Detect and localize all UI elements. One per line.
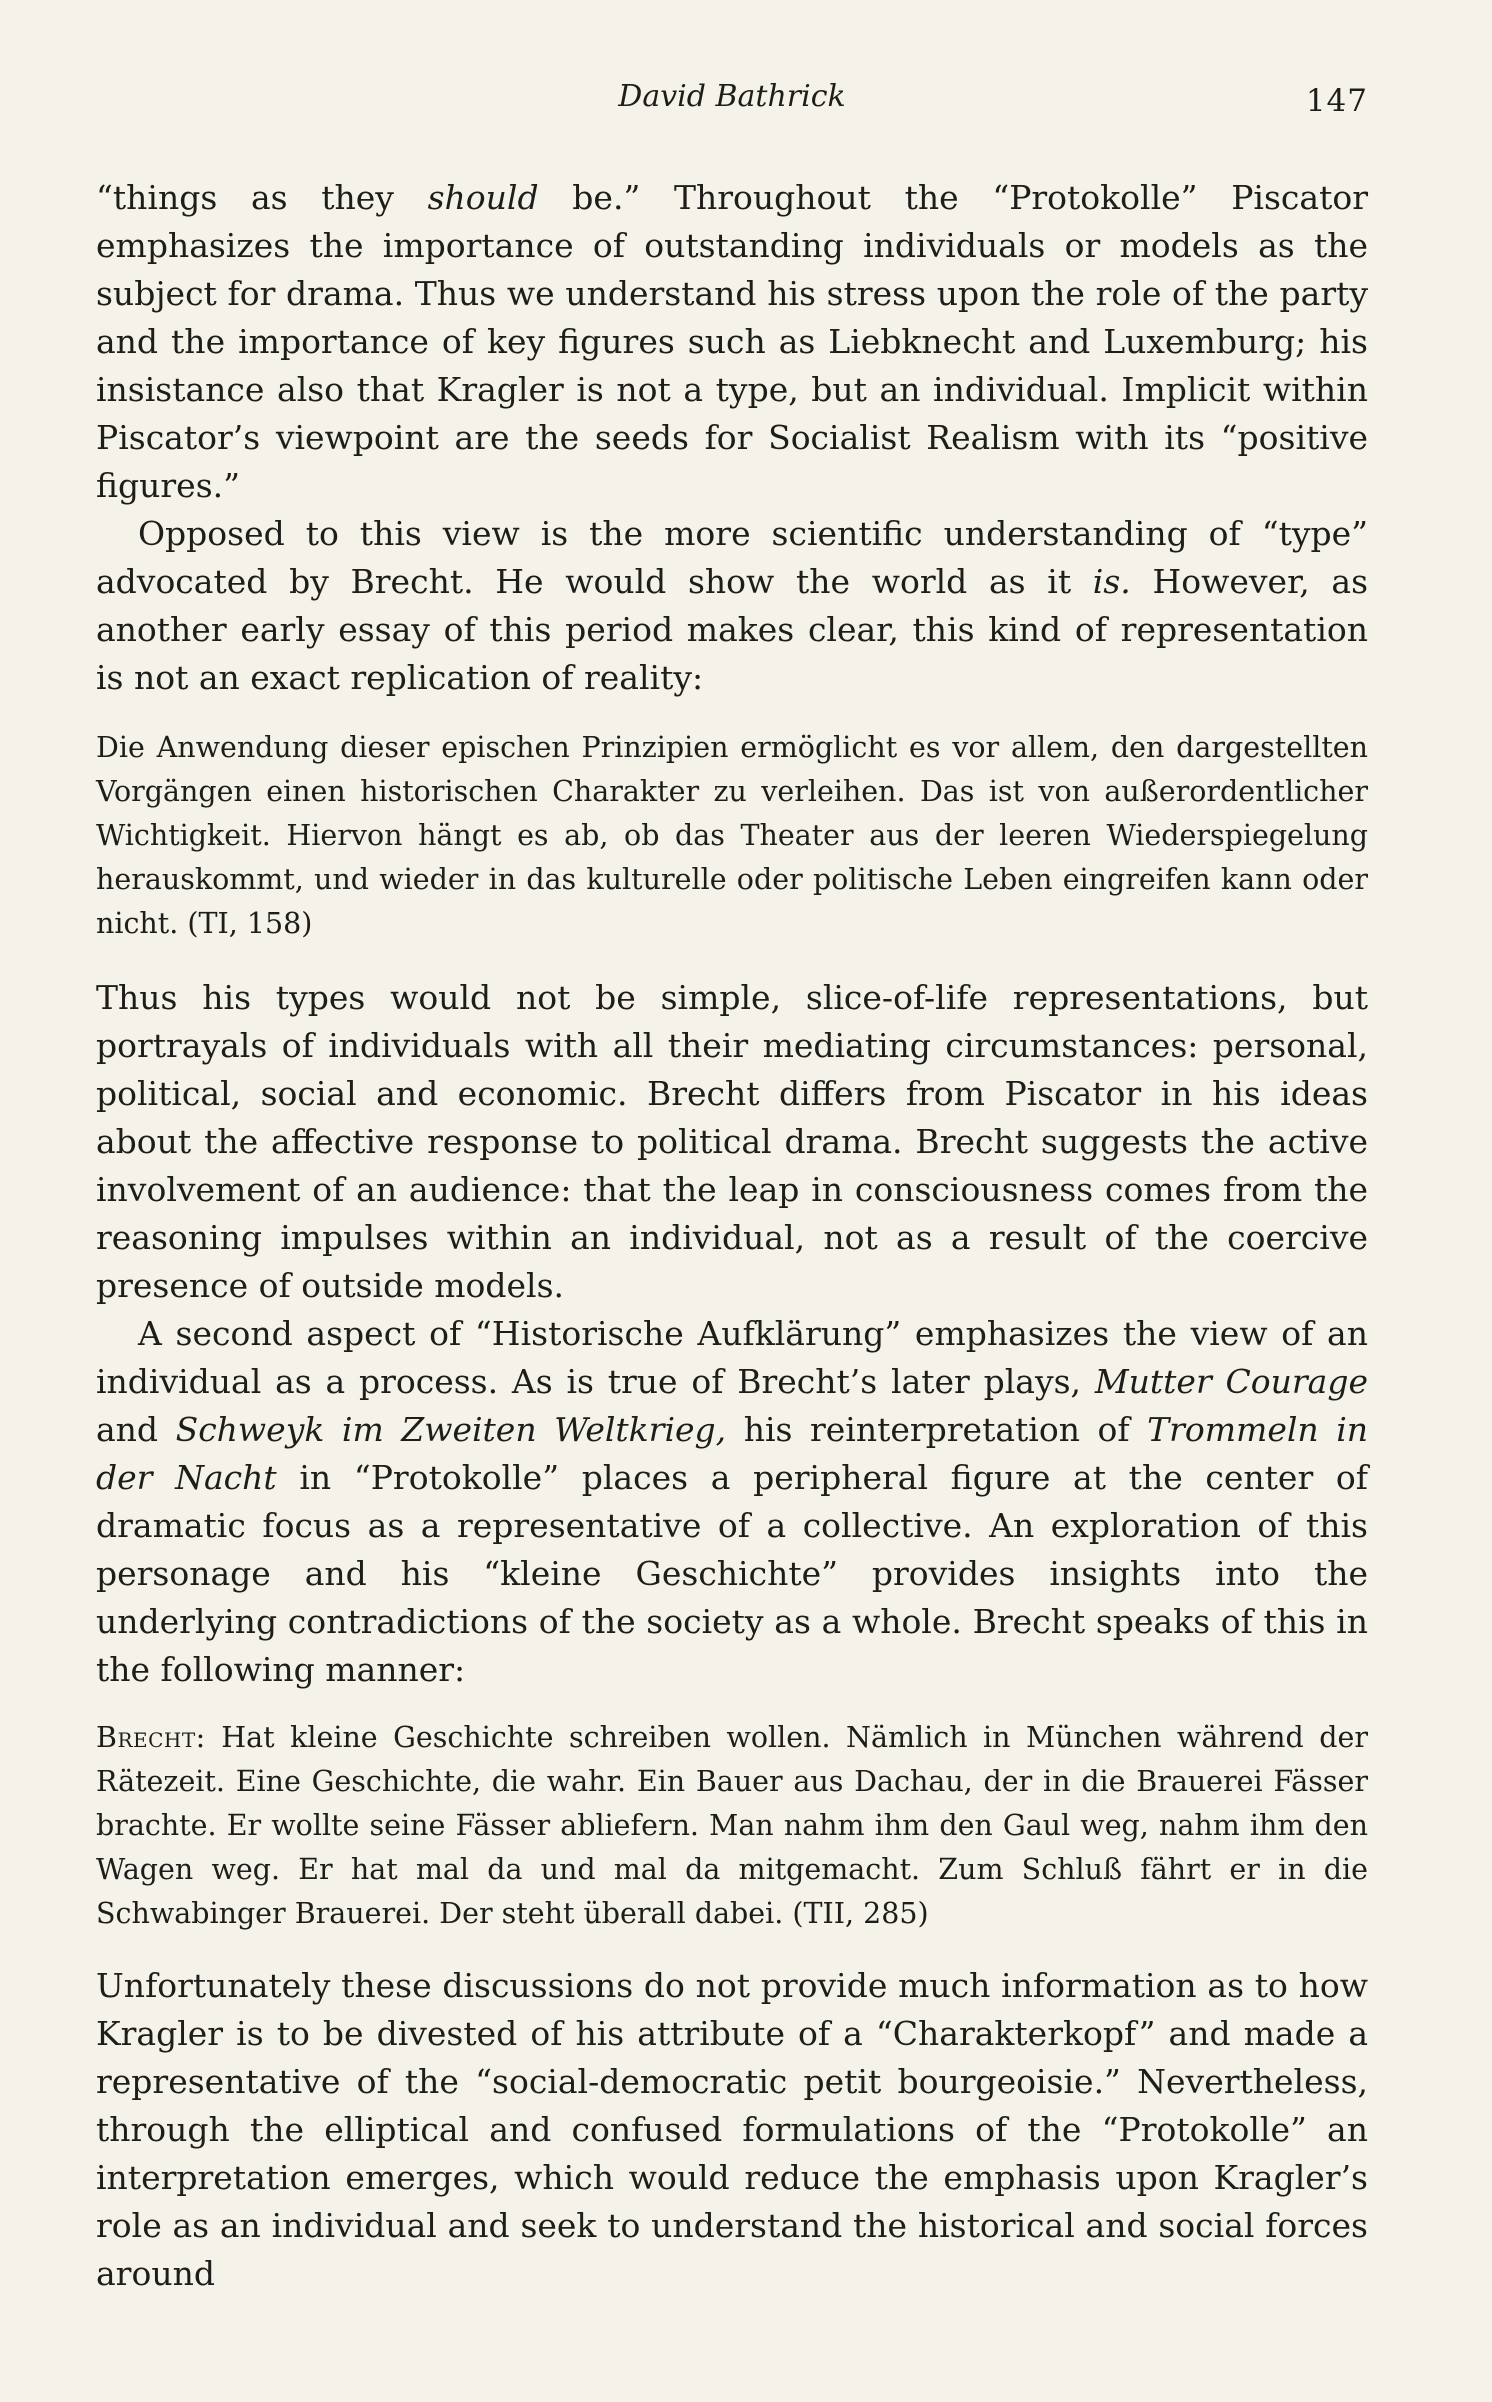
paragraph-4-text-d: in “Protokolle” places a peripheral figure at the center of dramatic focus as a representative of a collective. An exploration of this personage and his “kleine Geschichte” provides insights into the underlying contradictions of the society as a whole. Brecht speaks of this in the following manner: — [96, 1458, 1369, 1689]
running-head — [96, 72, 1368, 122]
paragraph-2-text-b: However, as another early essay of this period makes clear, this kind of representation is not an exact replication of reality: — [96, 562, 1369, 697]
title-schweyk: Schweyk im Zweiten Weltkrieg, — [175, 1410, 727, 1449]
paragraph-3: Thus his types would not be simple, slice-of-life representations, but portrayals of individuals with all their mediating circumstances: personal, political, social and economic. Brecht differs from Piscator in his ideas about the affective response to political drama. Brecht suggests the active involvement of an audience: that the leap in consciousness comes from the reasoning impulses within an individual, not as a result of the coercive presence of outside models. — [96, 978, 1368, 1305]
title-trommeln: Trommeln in der Nacht — [96, 1410, 1369, 1497]
paragraph-4-text-b: and — [96, 1410, 176, 1449]
body-text — [96, 174, 1368, 2298]
block-quote-2 — [96, 1716, 1368, 1936]
running-head-author: David Bathrick — [618, 79, 846, 114]
paragraph-2-emphasis: is. — [1092, 562, 1131, 601]
paragraph-4-text-a: A second aspect of “Historische Aufklärung” emphasizes the view of an individual as a process. As is true of Brecht’s later plays, — [96, 1314, 1368, 1401]
paragraph-1 — [96, 174, 1368, 510]
paragraph-1-text-a: “things as they — [96, 178, 428, 217]
title-mutter-courage: Mutter Courage — [1094, 1362, 1368, 1401]
page-number: 147 — [1305, 83, 1368, 119]
paragraph-1-text-b: be.” Throughout the “Protokolle” Piscator emphasizes the importance of outstanding individuals or models as the subject for drama. Thus we understand his stress upon the role of the party and the importance of key figures such as Liebknecht and Luxemburg; his insistance also that Kragler is not a type, but an individual. Implicit within Piscator’s viewpoint are the seeds for Socialist Realism with its “positive figures.” — [96, 178, 1368, 505]
paragraph-4-text-c: his reinterpretation of — [726, 1410, 1148, 1449]
block-quote-1: Die Anwendung dieser epischen Prinzipien ermöglicht es vor allem, den dargestellten Vorgängen einen historischen Charakter zu verleihen. Das ist von außerordentlicher Wichtigkeit. Hiervon hängt es ab, ob das Theater aus der leeren Wiederspiegelung herauskommt, und wieder in das kulturelle oder politische Leben eingreifen kann oder nicht. (TI, 158) — [96, 731, 1368, 940]
quote-speaker: Brecht: — [96, 1721, 206, 1754]
paragraph-5: Unfortunately these discussions do not provide much information as to how Kragler is to be divested of his attribute of a “Charakterkopf” and made a representative of the “social-democratic petit bourgeoisie.” Nevertheless, through the elliptical and confused formulations of the “Protokolle” an interpretation emerges, which would reduce the emphasis upon Kragler’s role as an individual and seek to understand the historical and social forces around — [96, 1966, 1368, 2293]
paragraph-2-text-a: Opposed to this view is the more scientific understanding of “type” advocated by Brecht. He would show the world as it — [96, 514, 1368, 601]
quote-2-text: Hat kleine Geschichte schreiben wollen. Nämlich in München während der Rätezeit. Eine Geschichte, die wahr. Ein Bauer aus Dachau, der in die Brauerei Fässer brachte. Er wollte seine Fässer abliefern. Man nahm ihm den Gaul weg, nahm ihm den Wagen weg. Er hat mal da und mal da mitgemacht. Zum Schluß fährt er in die Schwabinger Brauerei. Der steht überall dabei. (TII, 285) — [96, 1721, 1368, 1930]
paragraph-2 — [96, 510, 1368, 702]
paragraph-1-emphasis: should — [427, 178, 539, 217]
paragraph-4 — [96, 1310, 1368, 1694]
